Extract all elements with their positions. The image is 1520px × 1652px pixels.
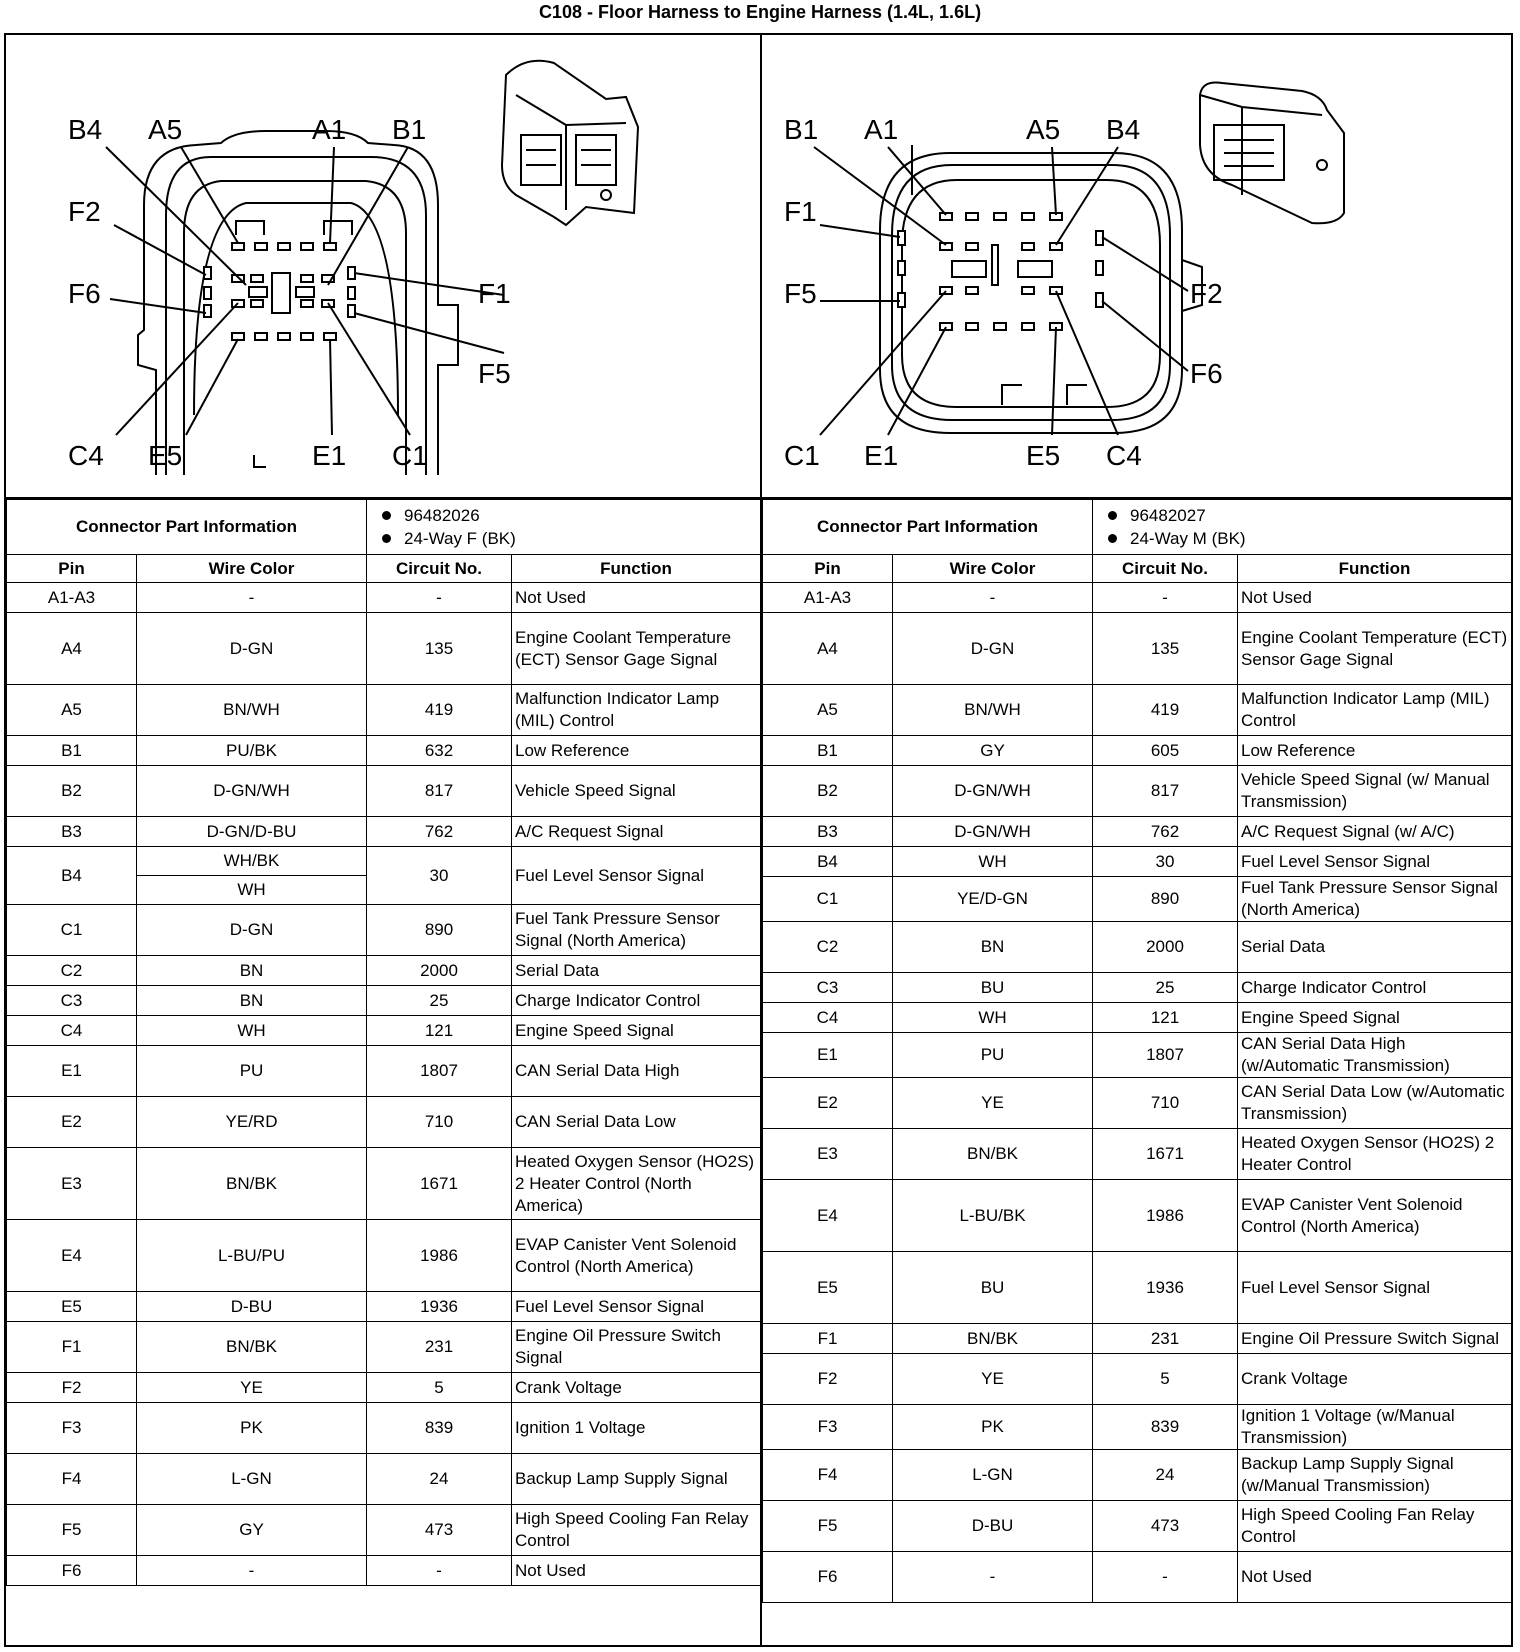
cell-pin: C3 bbox=[763, 973, 893, 1003]
cell-wire-color: BN bbox=[893, 922, 1093, 973]
table-row bbox=[763, 973, 1512, 1003]
pinout-table-female bbox=[6, 499, 761, 1586]
cell-function: Charge Indicator Control bbox=[512, 986, 761, 1016]
header-pin: Pin bbox=[7, 555, 137, 583]
cell-function: Low Reference bbox=[1238, 736, 1512, 766]
table-row bbox=[7, 1016, 761, 1046]
connector-diagram-male bbox=[762, 35, 1512, 497]
connector-info-label: Connector Part Information bbox=[763, 500, 1093, 555]
cell-wire-color: D-GN/D-BU bbox=[137, 817, 367, 847]
table-row bbox=[7, 1454, 761, 1505]
cell-pin: B4 bbox=[7, 847, 137, 905]
part-number: 96482026 bbox=[370, 504, 757, 527]
cell-circuit: - bbox=[1093, 583, 1238, 613]
cell-wire-color: PK bbox=[137, 1403, 367, 1454]
cell-wire-color: BN/WH bbox=[137, 685, 367, 736]
cell-wire-color: BU bbox=[893, 973, 1093, 1003]
table-row bbox=[7, 905, 761, 956]
label-f2: F2 bbox=[1190, 278, 1223, 309]
label-c4: C4 bbox=[1106, 440, 1142, 471]
cell-pin: C4 bbox=[763, 1003, 893, 1033]
label-a5: A5 bbox=[148, 114, 183, 145]
cell-wire-color: YE bbox=[893, 1078, 1093, 1129]
cell-function: Fuel Level Sensor Signal bbox=[512, 1292, 761, 1322]
cell-function: CAN Serial Data Low bbox=[512, 1097, 761, 1148]
cell-function: Ignition 1 Voltage bbox=[512, 1403, 761, 1454]
cell-function: Engine Coolant Temperature (ECT) Sensor Gage Signal bbox=[512, 613, 761, 685]
cell-circuit: 839 bbox=[367, 1403, 512, 1454]
table-row bbox=[763, 685, 1512, 736]
cell-circuit: 890 bbox=[367, 905, 512, 956]
table-row bbox=[763, 1078, 1512, 1129]
cell-pin: F2 bbox=[7, 1373, 137, 1403]
cell-circuit: 817 bbox=[367, 766, 512, 817]
label-f2: F2 bbox=[68, 196, 101, 227]
cell-function: Malfunction Indicator Lamp (MIL) Control bbox=[1238, 685, 1512, 736]
cell-function: Not Used bbox=[1238, 1552, 1512, 1603]
cell-pin: A1-A3 bbox=[7, 583, 137, 613]
cell-function: Vehicle Speed Signal (w/ Manual Transmission) bbox=[1238, 766, 1512, 817]
cell-circuit: 890 bbox=[1093, 877, 1238, 922]
cell-pin: A4 bbox=[7, 613, 137, 685]
cell-circuit: 419 bbox=[367, 685, 512, 736]
pinout-table-male bbox=[762, 499, 1512, 1603]
cell-function: Serial Data bbox=[1238, 922, 1512, 973]
cell-function: Backup Lamp Supply Signal bbox=[512, 1454, 761, 1505]
part-type: 24-Way F (BK) bbox=[370, 527, 757, 550]
cell-circuit: 1986 bbox=[367, 1220, 512, 1292]
cell-pin: F6 bbox=[7, 1556, 137, 1586]
table-row bbox=[7, 986, 761, 1016]
table-row bbox=[763, 736, 1512, 766]
cell-circuit: 419 bbox=[1093, 685, 1238, 736]
cell-function: Engine Oil Pressure Switch Signal bbox=[1238, 1324, 1512, 1354]
cell-circuit: - bbox=[367, 1556, 512, 1586]
cell-circuit: 1936 bbox=[1093, 1252, 1238, 1324]
cell-wire-color: - bbox=[893, 1552, 1093, 1603]
table-header-row bbox=[763, 555, 1512, 583]
table-row bbox=[763, 877, 1512, 922]
cell-wire-color: D-GN bbox=[137, 613, 367, 685]
table-row bbox=[763, 1405, 1512, 1450]
cell-pin: E3 bbox=[7, 1148, 137, 1220]
cell-function: Not Used bbox=[512, 1556, 761, 1586]
table-row bbox=[763, 1252, 1512, 1324]
cell-wire-color: D-GN/WH bbox=[893, 817, 1093, 847]
cell-wire-color: WH/BK bbox=[137, 847, 367, 876]
cell-circuit: 1807 bbox=[367, 1046, 512, 1097]
cell-function: Heated Oxygen Sensor (HO2S) 2 Heater Control (North America) bbox=[512, 1148, 761, 1220]
table-row bbox=[763, 1354, 1512, 1405]
cell-wire-color: D-GN/WH bbox=[893, 766, 1093, 817]
cell-function: EVAP Canister Vent Solenoid Control (North America) bbox=[1238, 1180, 1512, 1252]
cell-function: Engine Speed Signal bbox=[1238, 1003, 1512, 1033]
cell-circuit: 24 bbox=[367, 1454, 512, 1505]
cell-wire-color: WH bbox=[137, 1016, 367, 1046]
label-f6: F6 bbox=[1190, 358, 1223, 389]
cell-wire-color: L-BU/BK bbox=[893, 1180, 1093, 1252]
label-a1: A1 bbox=[864, 114, 899, 145]
cell-pin: C2 bbox=[7, 956, 137, 986]
table-row bbox=[7, 1556, 761, 1586]
cell-pin: E5 bbox=[7, 1292, 137, 1322]
cell-circuit: 1671 bbox=[367, 1148, 512, 1220]
table-header-row bbox=[7, 555, 761, 583]
cell-function: Charge Indicator Control bbox=[1238, 973, 1512, 1003]
cell-pin: F2 bbox=[763, 1354, 893, 1405]
cell-pin: F1 bbox=[7, 1322, 137, 1373]
cell-pin: C2 bbox=[763, 922, 893, 973]
table-row bbox=[7, 1322, 761, 1373]
cell-wire-color: BN bbox=[137, 986, 367, 1016]
header-circuit: Circuit No. bbox=[1093, 555, 1238, 583]
part-number: 96482027 bbox=[1096, 504, 1508, 527]
label-e1: E1 bbox=[312, 440, 347, 471]
label-e5: E5 bbox=[1026, 440, 1061, 471]
cell-function: CAN Serial Data Low (w/Automatic Transmission) bbox=[1238, 1078, 1512, 1129]
cell-pin: B1 bbox=[763, 736, 893, 766]
table-row bbox=[763, 1324, 1512, 1354]
cell-function: Vehicle Speed Signal bbox=[512, 766, 761, 817]
cell-function: Fuel Level Sensor Signal bbox=[1238, 1252, 1512, 1324]
table-row bbox=[763, 1450, 1512, 1501]
cell-circuit: 1936 bbox=[367, 1292, 512, 1322]
cell-circuit: 231 bbox=[367, 1322, 512, 1373]
cell-wire-color: BN/BK bbox=[893, 1129, 1093, 1180]
table-row bbox=[7, 1292, 761, 1322]
table-row bbox=[7, 1373, 761, 1403]
page-title: C108 - Floor Harness to Engine Harness (1.4L, 1.6L) bbox=[538, 2, 982, 22]
cell-wire-color: YE/RD bbox=[137, 1097, 367, 1148]
cell-wire-color: L-GN bbox=[137, 1454, 367, 1505]
cell-function: High Speed Cooling Fan Relay Control bbox=[512, 1505, 761, 1556]
cell-pin: F3 bbox=[763, 1405, 893, 1450]
cell-function: Backup Lamp Supply Signal (w/Manual Transmission) bbox=[1238, 1450, 1512, 1501]
cell-wire-color: D-GN/WH bbox=[137, 766, 367, 817]
label-e5: E5 bbox=[148, 440, 183, 471]
table-row bbox=[7, 847, 761, 876]
table-row bbox=[763, 583, 1512, 613]
cell-circuit: 231 bbox=[1093, 1324, 1238, 1354]
table-row bbox=[7, 1046, 761, 1097]
label-f1: F1 bbox=[478, 278, 511, 309]
cell-circuit: 24 bbox=[1093, 1450, 1238, 1501]
label-b4: B4 bbox=[68, 114, 103, 145]
cell-circuit: - bbox=[367, 583, 512, 613]
cell-wire-color: PU bbox=[893, 1033, 1093, 1078]
label-b1: B1 bbox=[392, 114, 427, 145]
cell-circuit: 25 bbox=[1093, 973, 1238, 1003]
cell-pin: B4 bbox=[763, 847, 893, 877]
header-circuit: Circuit No. bbox=[367, 555, 512, 583]
cell-pin: E1 bbox=[7, 1046, 137, 1097]
cell-circuit: 5 bbox=[367, 1373, 512, 1403]
cell-function: Not Used bbox=[1238, 583, 1512, 613]
connector-face-female bbox=[6, 35, 760, 497]
table-row bbox=[763, 847, 1512, 877]
cell-circuit: 135 bbox=[367, 613, 512, 685]
cell-function: Engine Oil Pressure Switch Signal bbox=[512, 1322, 761, 1373]
label-c1: C1 bbox=[392, 440, 428, 471]
cell-circuit: 710 bbox=[367, 1097, 512, 1148]
connector-part-info bbox=[1093, 500, 1512, 555]
cell-function: Engine Coolant Temperature (ECT) Sensor Gage Signal bbox=[1238, 613, 1512, 685]
connector-info-label: Connector Part Information bbox=[7, 500, 367, 555]
table-row bbox=[7, 583, 761, 613]
header-pin: Pin bbox=[763, 555, 893, 583]
cell-wire-color: L-GN bbox=[893, 1450, 1093, 1501]
table-row bbox=[7, 1403, 761, 1454]
header-wire-color: Wire Color bbox=[137, 555, 367, 583]
cell-circuit: 121 bbox=[1093, 1003, 1238, 1033]
cell-function: A/C Request Signal (w/ A/C) bbox=[1238, 817, 1512, 847]
cell-pin: F5 bbox=[763, 1501, 893, 1552]
cell-wire-color: PU/BK bbox=[137, 736, 367, 766]
cell-circuit: 473 bbox=[367, 1505, 512, 1556]
cell-circuit: 817 bbox=[1093, 766, 1238, 817]
table-row bbox=[7, 1220, 761, 1292]
cell-wire-color: BN/BK bbox=[893, 1324, 1093, 1354]
cell-function: Fuel Level Sensor Signal bbox=[512, 847, 761, 905]
connector-info-row bbox=[7, 500, 761, 555]
cell-pin: A5 bbox=[7, 685, 137, 736]
cell-pin: C1 bbox=[7, 905, 137, 956]
table-row bbox=[763, 1501, 1512, 1552]
cell-pin: E2 bbox=[763, 1078, 893, 1129]
cell-wire-color: L-BU/PU bbox=[137, 1220, 367, 1292]
table-row bbox=[763, 613, 1512, 685]
cell-pin: E5 bbox=[763, 1252, 893, 1324]
cell-circuit: 839 bbox=[1093, 1405, 1238, 1450]
cell-pin: E4 bbox=[7, 1220, 137, 1292]
cell-function: Malfunction Indicator Lamp (MIL) Control bbox=[512, 685, 761, 736]
cell-wire-color-2: WH bbox=[137, 876, 367, 905]
label-f1: F1 bbox=[784, 196, 817, 227]
connector-thumbnail-female bbox=[502, 61, 638, 225]
cell-function: Low Reference bbox=[512, 736, 761, 766]
cell-circuit: 473 bbox=[1093, 1501, 1238, 1552]
cell-pin: B2 bbox=[7, 766, 137, 817]
table-row bbox=[7, 766, 761, 817]
cell-wire-color: - bbox=[137, 583, 367, 613]
cell-circuit: 121 bbox=[367, 1016, 512, 1046]
cell-wire-color: WH bbox=[893, 1003, 1093, 1033]
cell-wire-color: YE/D-GN bbox=[893, 877, 1093, 922]
table-row bbox=[763, 1552, 1512, 1603]
label-c4: C4 bbox=[68, 440, 104, 471]
cell-circuit: 710 bbox=[1093, 1078, 1238, 1129]
cell-wire-color: PU bbox=[137, 1046, 367, 1097]
header-function: Function bbox=[512, 555, 761, 583]
connector-face-male bbox=[762, 35, 1512, 497]
table-row bbox=[7, 817, 761, 847]
cell-function: Not Used bbox=[512, 583, 761, 613]
cell-pin: B3 bbox=[7, 817, 137, 847]
table-row bbox=[763, 922, 1512, 973]
cell-wire-color: YE bbox=[893, 1354, 1093, 1405]
cell-wire-color: YE bbox=[137, 1373, 367, 1403]
cell-circuit: 135 bbox=[1093, 613, 1238, 685]
cell-circuit: 1671 bbox=[1093, 1129, 1238, 1180]
cell-pin: F6 bbox=[763, 1552, 893, 1603]
cell-wire-color: GY bbox=[137, 1505, 367, 1556]
label-b4: B4 bbox=[1106, 114, 1141, 145]
table-row bbox=[763, 1180, 1512, 1252]
cell-circuit: 762 bbox=[1093, 817, 1238, 847]
cell-pin: F1 bbox=[763, 1324, 893, 1354]
cell-pin: A1-A3 bbox=[763, 583, 893, 613]
cell-pin: F5 bbox=[7, 1505, 137, 1556]
cell-wire-color: BN/BK bbox=[137, 1148, 367, 1220]
cell-pin: E3 bbox=[763, 1129, 893, 1180]
cell-circuit: 632 bbox=[367, 736, 512, 766]
table-row bbox=[7, 1148, 761, 1220]
cell-circuit: 1807 bbox=[1093, 1033, 1238, 1078]
cell-pin: A4 bbox=[763, 613, 893, 685]
cell-circuit: 30 bbox=[367, 847, 512, 905]
cell-circuit: 5 bbox=[1093, 1354, 1238, 1405]
cell-function: Crank Voltage bbox=[1238, 1354, 1512, 1405]
cell-wire-color: GY bbox=[893, 736, 1093, 766]
cell-pin: B2 bbox=[763, 766, 893, 817]
table-row bbox=[763, 817, 1512, 847]
cell-pin: F4 bbox=[763, 1450, 893, 1501]
table-row bbox=[7, 1505, 761, 1556]
cell-pin: F4 bbox=[7, 1454, 137, 1505]
cell-wire-color: PK bbox=[893, 1405, 1093, 1450]
cell-pin: E2 bbox=[7, 1097, 137, 1148]
cell-function: High Speed Cooling Fan Relay Control bbox=[1238, 1501, 1512, 1552]
table-row bbox=[763, 1033, 1512, 1078]
cell-circuit: 605 bbox=[1093, 736, 1238, 766]
part-type: 24-Way M (BK) bbox=[1096, 527, 1508, 550]
cell-wire-color: - bbox=[893, 583, 1093, 613]
connector-diagram-female bbox=[6, 35, 760, 497]
cell-wire-color: BN/WH bbox=[893, 685, 1093, 736]
cell-function: Engine Speed Signal bbox=[512, 1016, 761, 1046]
cell-pin: B3 bbox=[763, 817, 893, 847]
cell-function: Fuel Tank Pressure Sensor Signal (North America) bbox=[1238, 877, 1512, 922]
cell-wire-color: BN bbox=[137, 956, 367, 986]
cell-pin: C4 bbox=[7, 1016, 137, 1046]
cell-pin: B1 bbox=[7, 736, 137, 766]
cell-wire-color: BU bbox=[893, 1252, 1093, 1324]
cell-wire-color: - bbox=[137, 1556, 367, 1586]
cell-circuit: 25 bbox=[367, 986, 512, 1016]
cell-function: Fuel Tank Pressure Sensor Signal (North America) bbox=[512, 905, 761, 956]
cell-pin: F3 bbox=[7, 1403, 137, 1454]
table-row bbox=[763, 1129, 1512, 1180]
cell-circuit: 2000 bbox=[1093, 922, 1238, 973]
table-row bbox=[763, 766, 1512, 817]
cell-wire-color: BN/BK bbox=[137, 1322, 367, 1373]
table-row bbox=[7, 685, 761, 736]
connector-part-info bbox=[367, 500, 761, 555]
label-e1: E1 bbox=[864, 440, 899, 471]
label-a5: A5 bbox=[1026, 114, 1061, 145]
table-row bbox=[7, 1097, 761, 1148]
cell-pin: C3 bbox=[7, 986, 137, 1016]
cell-function: Ignition 1 Voltage (w/Manual Transmission) bbox=[1238, 1405, 1512, 1450]
label-f6: F6 bbox=[68, 278, 101, 309]
cell-function: A/C Request Signal bbox=[512, 817, 761, 847]
header-function: Function bbox=[1238, 555, 1512, 583]
table-row bbox=[7, 736, 761, 766]
cell-function: Crank Voltage bbox=[512, 1373, 761, 1403]
cell-pin: C1 bbox=[763, 877, 893, 922]
cell-function: CAN Serial Data High bbox=[512, 1046, 761, 1097]
cell-function: Heated Oxygen Sensor (HO2S) 2 Heater Control bbox=[1238, 1129, 1512, 1180]
cell-function: Fuel Level Sensor Signal bbox=[1238, 847, 1512, 877]
label-c1: C1 bbox=[784, 440, 820, 471]
cell-wire-color: D-GN bbox=[893, 613, 1093, 685]
table-row bbox=[763, 1003, 1512, 1033]
label-f5: F5 bbox=[784, 278, 817, 309]
cell-circuit: 30 bbox=[1093, 847, 1238, 877]
cell-function: EVAP Canister Vent Solenoid Control (North America) bbox=[512, 1220, 761, 1292]
cell-wire-color: D-GN bbox=[137, 905, 367, 956]
cell-pin: E4 bbox=[763, 1180, 893, 1252]
cell-circuit: 762 bbox=[367, 817, 512, 847]
cell-circuit: 2000 bbox=[367, 956, 512, 986]
connector-thumbnail-male bbox=[1200, 83, 1344, 224]
cell-wire-color: D-BU bbox=[137, 1292, 367, 1322]
cell-circuit: - bbox=[1093, 1552, 1238, 1603]
connector-info-row bbox=[763, 500, 1512, 555]
label-a1: A1 bbox=[312, 114, 347, 145]
cell-pin: A5 bbox=[763, 685, 893, 736]
cell-circuit: 1986 bbox=[1093, 1180, 1238, 1252]
header-wire-color: Wire Color bbox=[893, 555, 1093, 583]
label-f5: F5 bbox=[478, 358, 511, 389]
cell-function: Serial Data bbox=[512, 956, 761, 986]
table-row bbox=[7, 613, 761, 685]
cell-function: CAN Serial Data High (w/Automatic Transmission) bbox=[1238, 1033, 1512, 1078]
table-row bbox=[7, 956, 761, 986]
cell-pin: E1 bbox=[763, 1033, 893, 1078]
cell-wire-color: WH bbox=[893, 847, 1093, 877]
cell-wire-color: D-BU bbox=[893, 1501, 1093, 1552]
label-b1: B1 bbox=[784, 114, 819, 145]
